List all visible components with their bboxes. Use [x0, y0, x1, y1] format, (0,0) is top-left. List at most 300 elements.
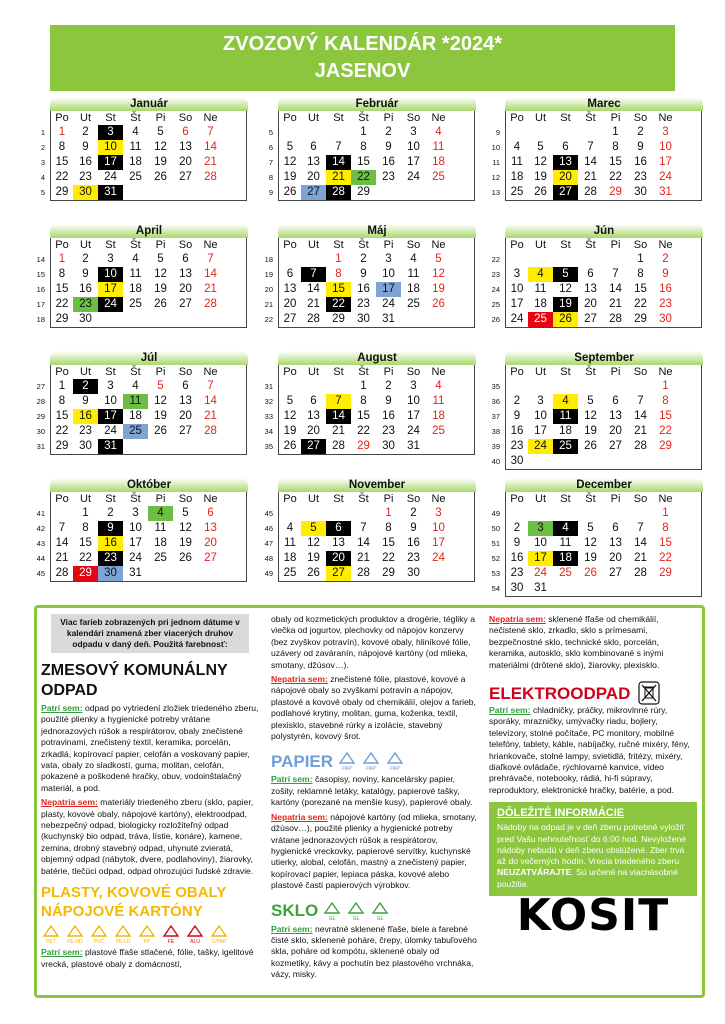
calendar-day: 12: [283, 410, 297, 422]
calendar-day: 27: [609, 567, 622, 579]
calendar-day: [578, 125, 603, 140]
calendar-day: 7: [326, 394, 351, 409]
important-info-text-end: . Sú určené na viacnásobné použitie.: [497, 867, 678, 889]
calendar-day: 2: [107, 507, 114, 519]
calendar-day: 9: [82, 141, 89, 153]
weekday-label: St: [105, 493, 116, 505]
weekday-label: Ut: [80, 239, 91, 251]
calendar-day: 16: [407, 537, 420, 549]
calendar-day: 26: [553, 312, 578, 327]
weekday-label: Št: [130, 239, 141, 251]
calendar-day: [426, 439, 451, 454]
calendar-day: 22: [55, 171, 69, 183]
calendar-day: [173, 312, 198, 327]
month-name: December: [505, 478, 703, 492]
recycle-icon: [65, 925, 85, 946]
calendar-day: 23: [79, 171, 92, 183]
week-row: [264, 409, 474, 424]
calendar-day: 19: [283, 425, 297, 437]
calendar-day: 23: [634, 171, 647, 183]
weekday-label: So: [406, 493, 421, 505]
month-máj: [256, 224, 476, 325]
calendar-day: 12: [559, 283, 572, 295]
weekday-label: Ut: [308, 493, 319, 505]
calendar-day: 11: [129, 141, 142, 153]
calendar-day: 3: [98, 125, 123, 140]
month-name: Marec: [505, 97, 703, 111]
calendar-day: 18: [534, 298, 547, 310]
calendar-day: 14: [357, 537, 370, 549]
month-august: [256, 351, 476, 452]
recycle-icon-label: PE-LD: [115, 939, 131, 946]
papier-allowed: [271, 774, 477, 808]
plasty-allowed: [41, 947, 259, 970]
weekday-label: Ut: [80, 493, 91, 505]
calendar-day: 25: [432, 425, 445, 437]
calendar-day: 21: [609, 298, 622, 310]
calendar-day: [326, 125, 351, 140]
calendar-day: 18: [129, 410, 142, 422]
calendar-day: 16: [357, 283, 370, 295]
calendar-day: 5: [587, 522, 594, 534]
calendar-day: 1: [58, 380, 66, 392]
month-days: [491, 238, 702, 328]
calendar-day: 8: [662, 395, 669, 407]
calendar-day: 18: [154, 537, 167, 549]
calendar-day: 31: [98, 185, 123, 200]
weekday-label: Ne: [658, 366, 673, 378]
calendar-day: 23: [357, 298, 370, 310]
calendar-day: [198, 312, 223, 327]
calendar-day: 18: [283, 552, 297, 564]
week-number: 39: [491, 442, 500, 451]
weekday-label: Št: [130, 112, 141, 124]
header-banner: [50, 25, 675, 91]
calendar-day: 29: [659, 567, 672, 579]
calendar-day: 2: [637, 126, 644, 138]
recycle-icon: [209, 925, 229, 946]
calendar-day: 29: [55, 313, 69, 325]
calendar-day: 20: [179, 410, 192, 422]
calendar-day: 14: [634, 410, 647, 422]
calendar-day: 27: [301, 439, 326, 454]
calendar-day: 26: [154, 425, 167, 437]
calendar-day: [326, 379, 351, 394]
calendar-day: 18: [559, 425, 572, 437]
week-row: [40, 140, 246, 155]
calendar-day: 19: [584, 552, 597, 564]
calendar-day: 27: [283, 313, 297, 325]
calendar-day: 6: [326, 521, 351, 536]
calendar-day: 27: [204, 552, 217, 564]
week-row: [268, 125, 474, 140]
week-number: 11: [492, 158, 500, 167]
calendar-day: 9: [385, 141, 392, 153]
weekday-label: Št: [585, 112, 596, 124]
calendar-day: 13: [179, 141, 192, 153]
week-row: [491, 170, 701, 185]
calendar-day: 5: [286, 395, 294, 407]
calendar-day: 1: [360, 126, 367, 138]
calendar-day: 3: [410, 126, 417, 138]
week-number: 7: [268, 158, 273, 167]
weekday-label: Pi: [383, 493, 394, 505]
calendar-day: 9: [360, 268, 367, 280]
week-number: 34: [264, 427, 273, 436]
weekday-label: Pi: [155, 112, 166, 124]
week-number: 51: [491, 539, 500, 548]
week-row: [264, 267, 474, 282]
calendar-day: 28: [204, 171, 217, 183]
calendar-day: [148, 312, 173, 327]
weekday-label: Št: [585, 239, 596, 251]
calendar-day: 4: [435, 380, 442, 392]
weekday-label: St: [560, 112, 571, 124]
calendar-day: [528, 506, 553, 521]
calendar-day: 11: [129, 268, 142, 280]
calendar-day: 19: [553, 297, 578, 312]
calendar-day: [603, 581, 628, 596]
calendar-day: 14: [307, 283, 320, 295]
calendar-day: 8: [58, 268, 66, 280]
calendar-day: 23: [407, 552, 420, 564]
week-row: [264, 297, 474, 312]
calendar-day: 3: [435, 507, 442, 519]
week-row: [40, 155, 246, 170]
week-row: [36, 379, 246, 394]
month-days: [264, 365, 475, 455]
calendar-day: [506, 379, 528, 394]
calendar-day: 9: [385, 395, 392, 407]
calendar-day: [279, 379, 301, 394]
calendar-day: [653, 581, 678, 596]
calendar-day: [198, 439, 223, 454]
calendar-day: 4: [132, 253, 139, 265]
calendar-day: [51, 506, 73, 521]
week-row: [36, 566, 246, 581]
weekday-header: [51, 492, 246, 506]
calendar-day: 7: [207, 380, 214, 392]
calendar-day: 17: [534, 425, 547, 437]
calendar-day: 28: [55, 567, 69, 579]
week-number: 45: [264, 509, 273, 518]
weekday-label: Ut: [308, 112, 319, 124]
calendar-day: 2: [513, 395, 521, 407]
calendar-day: 12: [154, 395, 167, 407]
week-number: 5: [268, 128, 273, 137]
weekday-label: Ut: [535, 239, 546, 251]
calendar-day: 25: [129, 298, 142, 310]
week-row: [495, 125, 701, 140]
weekday-label: Ut: [80, 366, 91, 378]
calendar-day: 30: [510, 455, 524, 467]
calendar-day: 15: [609, 156, 622, 168]
week-number: 49: [491, 509, 500, 518]
calendar-day: 22: [79, 552, 92, 564]
zko-not-allowed-label: Nepatria sem:: [41, 797, 98, 808]
month-marec: [483, 97, 703, 198]
calendar-day: 16: [382, 156, 395, 168]
calendar-day: 17: [510, 298, 524, 310]
calendar-day: 19: [154, 410, 167, 422]
calendar-day: 1: [82, 507, 89, 519]
week-row: [264, 521, 474, 536]
calendar-day: [279, 506, 301, 521]
calendar-day: 16: [510, 425, 524, 437]
month-days: [36, 238, 247, 328]
calendar-day: 3: [107, 253, 114, 265]
zko-allowed-label: Patrí sem:: [41, 703, 83, 713]
week-row: [36, 439, 246, 454]
week-number: 43: [36, 539, 45, 548]
calendar-day: 25: [129, 171, 142, 183]
calendar-day: 10: [659, 141, 672, 153]
month-december: [483, 478, 703, 594]
calendar-day: 13: [332, 537, 345, 549]
calendar-day: 5: [286, 141, 294, 153]
calendar-day: [173, 439, 198, 454]
recycle-icon: [113, 925, 133, 946]
week-number: 52: [491, 554, 500, 563]
calendar-day: [578, 379, 603, 394]
weekday-label: Po: [55, 112, 69, 124]
month-január: [28, 97, 248, 198]
calendar-day: [528, 454, 553, 469]
recycle-icon: [41, 925, 61, 946]
calendar-day: 17: [432, 537, 445, 549]
calendar-day: 22: [659, 425, 672, 437]
week-row: [264, 282, 474, 297]
calendar-day: [376, 185, 401, 200]
week-row: [268, 155, 474, 170]
sklo-recycle-icons: [322, 902, 390, 920]
calendar-day: 6: [182, 126, 189, 138]
calendar-day: 18: [553, 551, 578, 566]
calendar-day: 18: [510, 171, 524, 183]
calendar-day: 21: [584, 171, 597, 183]
calendar-day: 26: [179, 552, 192, 564]
calendar-day: 17: [129, 537, 142, 549]
calendar-day: 25: [528, 312, 553, 327]
papier-allowed-label: Patrí sem:: [271, 774, 313, 785]
recycle-icon: [89, 925, 109, 946]
calendar-day: 16: [382, 410, 395, 422]
calendar-day: 16: [634, 156, 647, 168]
week-row: [36, 536, 246, 551]
kosit-logo-text: KOSIT: [516, 889, 670, 941]
papier-recycle-icons: [337, 752, 405, 773]
week-row: [491, 536, 701, 551]
week-row: [36, 424, 246, 439]
week-number: 2: [40, 143, 45, 152]
elektro-allowed-text: chladničky, práčky, mikrovlnné rúry, sporáky, mrazničky, umývačky riadu, bojlery, televízory, stolné počítače, PC monitory, mobilné telefóny, tablety, káble, nabíjačky, ručné mixéry, fény, hriankovače, stolné lampy, svietidlá, fritézy, mixéry, diaľkové ovládače, rýchlovarné kanvice, video prehrávače, notebooky, rádiá, hi-fi súpravy, reproduktory, elektronické hračky, batérie, a pod.: [489, 705, 690, 795]
header-title: ZVOZOVÝ KALENDÁR *2024*: [223, 33, 502, 55]
week-row: [491, 267, 701, 282]
week-row: [491, 379, 701, 394]
calendar-day: 28: [204, 298, 217, 310]
calendar-day: [198, 185, 223, 200]
calendar-day: 27: [553, 185, 578, 200]
calendar-day: 10: [104, 395, 117, 407]
calendar-day: 6: [310, 141, 317, 153]
week-number: 13: [491, 188, 500, 197]
weekday-header: [279, 238, 474, 252]
calendar-day: 5: [537, 141, 544, 153]
important-info-text: Nádoby na odpad je v deň zberu potrebné vyložiť pred Vašu nehnuteľnosť do 6:00 hod. Nevyložené nádoby nebudú v deň zberu obslúžené. Zber trvá až do večerných hodín. Vrecia triedeného zberu: [497, 822, 687, 867]
week-number: 23: [491, 270, 500, 279]
calendar-day: 30: [382, 440, 395, 452]
calendar-day: 2: [73, 379, 98, 394]
calendar-day: 9: [637, 141, 644, 153]
papier-heading: [271, 748, 477, 774]
calendar-day: 29: [55, 186, 69, 198]
calendar-day: 10: [98, 267, 123, 282]
calendar-day: 3: [528, 521, 553, 536]
week-number: 48: [264, 554, 273, 563]
calendar-day: 16: [79, 156, 92, 168]
week-row: [264, 312, 474, 327]
calendar-day: 25: [283, 567, 297, 579]
month-name: Január: [50, 97, 248, 111]
calendar-day: 19: [307, 552, 320, 564]
weekday-label: Ne: [658, 112, 673, 124]
weekday-label: Pi: [155, 366, 166, 378]
weekday-label: Ut: [535, 366, 546, 378]
weekday-label: Po: [510, 112, 524, 124]
week-number: 22: [264, 315, 273, 324]
week-number: 9: [495, 128, 500, 137]
weekday-label: Pi: [155, 239, 166, 251]
calendar-day: 2: [662, 253, 669, 265]
week-row: [491, 140, 701, 155]
weekday-label: So: [406, 112, 421, 124]
month-júl: [28, 351, 248, 452]
calendar-day: 14: [204, 141, 217, 153]
calendar-day: [653, 454, 678, 469]
week-number: 30: [36, 427, 45, 436]
calendar-day: 11: [534, 283, 547, 295]
calendar-day: 24: [528, 439, 553, 454]
calendar-day: [426, 566, 451, 581]
calendar-day: 10: [407, 395, 420, 407]
calendar-day: 29: [357, 186, 370, 198]
month-november: [256, 478, 476, 579]
month-days: [491, 492, 702, 597]
calendar-day: 24: [510, 313, 524, 325]
calendar-day: 7: [335, 141, 342, 153]
calendar-day: 13: [307, 156, 320, 168]
week-number: 9: [268, 188, 273, 197]
calendar-day: 5: [553, 267, 578, 282]
week-number: 22: [491, 255, 500, 264]
calendar-day: 30: [98, 566, 123, 581]
plasty-allowed-text-start: plastové fľaše stlačené, fólie, tašky, igelitové vrecká, plastové obaly z domácností,: [41, 947, 254, 969]
calendar-day: 20: [584, 298, 597, 310]
calendar-day: 6: [612, 522, 619, 534]
calendar-day: 21: [204, 283, 217, 295]
calendar-day: 4: [132, 380, 139, 392]
weekday-label: Po: [510, 493, 524, 505]
calendar-day: 23: [73, 297, 98, 312]
calendar-day: 22: [382, 552, 395, 564]
weekday-label: Po: [55, 366, 69, 378]
calendar-day: 10: [534, 410, 547, 422]
week-number: 18: [36, 315, 45, 324]
weekday-label: St: [560, 239, 571, 251]
weekday-label: Po: [283, 493, 297, 505]
calendar-day: 7: [207, 126, 214, 138]
calendar-day: [553, 252, 578, 267]
calendar-day: [603, 454, 628, 469]
calendar-day: [528, 125, 553, 140]
calendar-day: 1: [637, 253, 644, 265]
week-number: 41: [36, 509, 45, 518]
calendar-day: 5: [157, 126, 164, 138]
calendar-day: 28: [357, 567, 370, 579]
calendar-day: 28: [204, 425, 217, 437]
week-row: [264, 566, 474, 581]
weekday-label: Ut: [535, 493, 546, 505]
calendar-day: 12: [307, 537, 320, 549]
important-info-title: DÔLEŽITÉ INFORMÁCIE: [497, 807, 625, 820]
week-number: 17: [36, 300, 45, 309]
calendar-day: [578, 581, 603, 596]
calendar-day: 7: [301, 267, 326, 282]
calendar-day: 20: [179, 156, 192, 168]
calendar-day: 13: [179, 395, 192, 407]
recycle-icon-label: FE: [167, 939, 175, 946]
calendar-grid: [28, 97, 718, 596]
calendar-day: [301, 125, 326, 140]
week-row: [40, 170, 246, 185]
calendar-day: 6: [587, 268, 594, 280]
calendar-day: 27: [301, 185, 326, 200]
weekday-label: Po: [55, 493, 69, 505]
recycle-icon: [385, 752, 405, 773]
calendar-day: 30: [510, 582, 524, 594]
calendar-day: 18: [432, 410, 445, 422]
calendar-day: 23: [510, 440, 524, 452]
weekday-label: Ne: [658, 239, 673, 251]
recycle-icon-label: GL: [376, 915, 384, 922]
calendar-day: 14: [326, 409, 351, 424]
month-april: [28, 224, 248, 325]
weekday-label: Ne: [658, 493, 673, 505]
calendar-day: 29: [55, 440, 69, 452]
calendar-day: 18: [129, 156, 142, 168]
month-name: April: [50, 224, 248, 238]
weekday-label: Pi: [610, 493, 621, 505]
calendar-day: [279, 252, 301, 267]
weekday-label: Ne: [203, 366, 218, 378]
calendar-day: 26: [584, 440, 597, 452]
header-location: JASENOV: [314, 60, 411, 82]
calendar-day: 16: [98, 536, 123, 551]
calendar-day: 27: [609, 440, 622, 452]
calendar-day: 9: [410, 522, 417, 534]
calendar-day: 10: [534, 537, 547, 549]
calendar-day: [628, 581, 653, 596]
papier-title: PAPIER: [271, 751, 334, 771]
sklo-allowed-label: Patrí sem:: [271, 923, 313, 934]
calendar-day: 25: [553, 439, 578, 454]
week-number: 45: [36, 569, 45, 578]
month-jún: [483, 224, 703, 325]
weekday-label: Št: [358, 493, 369, 505]
week-number: 31: [36, 442, 45, 451]
calendar-day: 8: [82, 522, 89, 534]
calendar-day: 25: [510, 186, 524, 198]
